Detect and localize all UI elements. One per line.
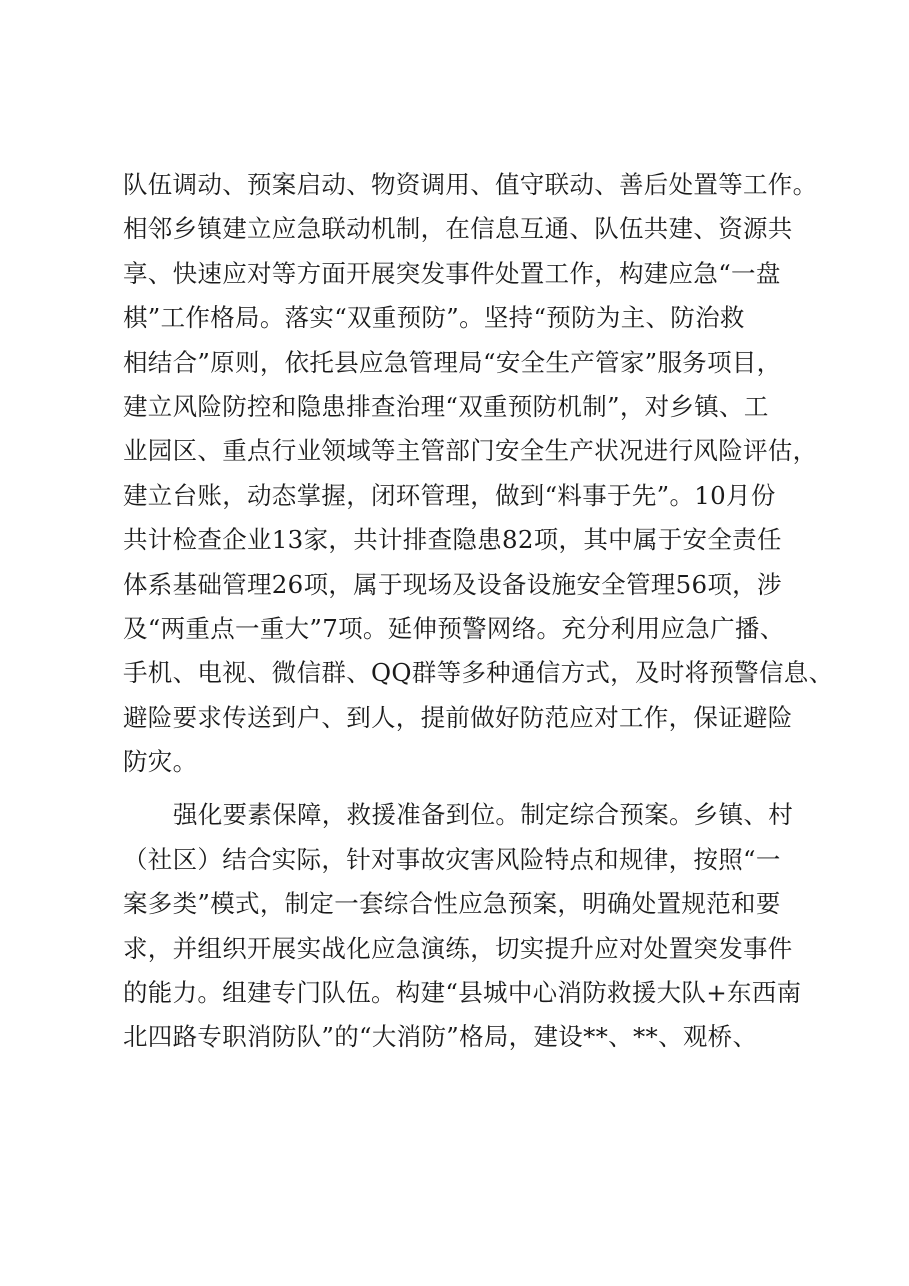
- text-line: 强化要素保障，救援准备到位。制定综合预案。乡镇、村: [173, 800, 793, 830]
- text-line: 棋”工作格局。落实“双重预防”。坚持“预防为主、防治救: [123, 303, 745, 333]
- text-line: 相邻乡镇建立应急联动机制，在信息互通、队伍共建、资源共: [123, 214, 793, 244]
- text-line: （社区）结合实际，针对事故灾害风险特点和规律，按照“一: [123, 844, 781, 874]
- text-line: 队伍调动、预案启动、物资调用、值守联动、善后处置等工作。: [123, 170, 818, 199]
- text-line: 建立风险防控和隐患排查治理“双重预防机制”，对乡镇、工: [123, 391, 769, 421]
- text-line: 业园区、重点行业领域等主管部门安全生产状况进行风险评估，: [123, 436, 818, 466]
- text-line: 体系基础管理26项，属于现场及设备设施安全管理56项，涉: [123, 569, 782, 599]
- text-line: 案多类”模式，制定一套综合性应急预案，明确处置规范和要: [123, 889, 781, 919]
- text-line: 建立台账，动态掌握，闭环管理，做到“料事于先”。10月份: [123, 480, 776, 510]
- text-line: 求，并组织开展实战化应急演练，切实提升应对处置突发事件: [123, 933, 793, 963]
- text-line: 共计检查企业13家，共计排查隐患82项，其中属于安全责任: [123, 525, 782, 555]
- body-text: [123, 163, 834, 1060]
- text-line: 及“两重点一重大”7项。延伸预警网络。充分利用应急广播、: [123, 613, 785, 643]
- paragraph-gap: [123, 784, 813, 793]
- text-line: 避险要求传送到户、到人，提前做好防范应对工作，保证避险: [123, 702, 793, 732]
- text-line: 北四路专职消防队”的“大消防”格局，建设**、**、观桥、: [123, 1022, 758, 1052]
- paragraph-1: [123, 163, 834, 784]
- paragraph-2: [123, 793, 813, 1059]
- text-line: 手机、电视、微信群、QQ群等多种通信方式，及时将预警信息、: [123, 658, 834, 688]
- text-line: 享、快速应对等方面开展突发事件处置工作，构建应急“一盘: [123, 258, 781, 288]
- text-line: 相结合”原则，依托县应急管理局“安全生产管家”服务项目，: [123, 347, 782, 377]
- text-line: 的能力。组建专门队伍。构建“县城中心消防救援大队+东西南: [123, 978, 802, 1008]
- text-line: 防灾。: [123, 747, 198, 777]
